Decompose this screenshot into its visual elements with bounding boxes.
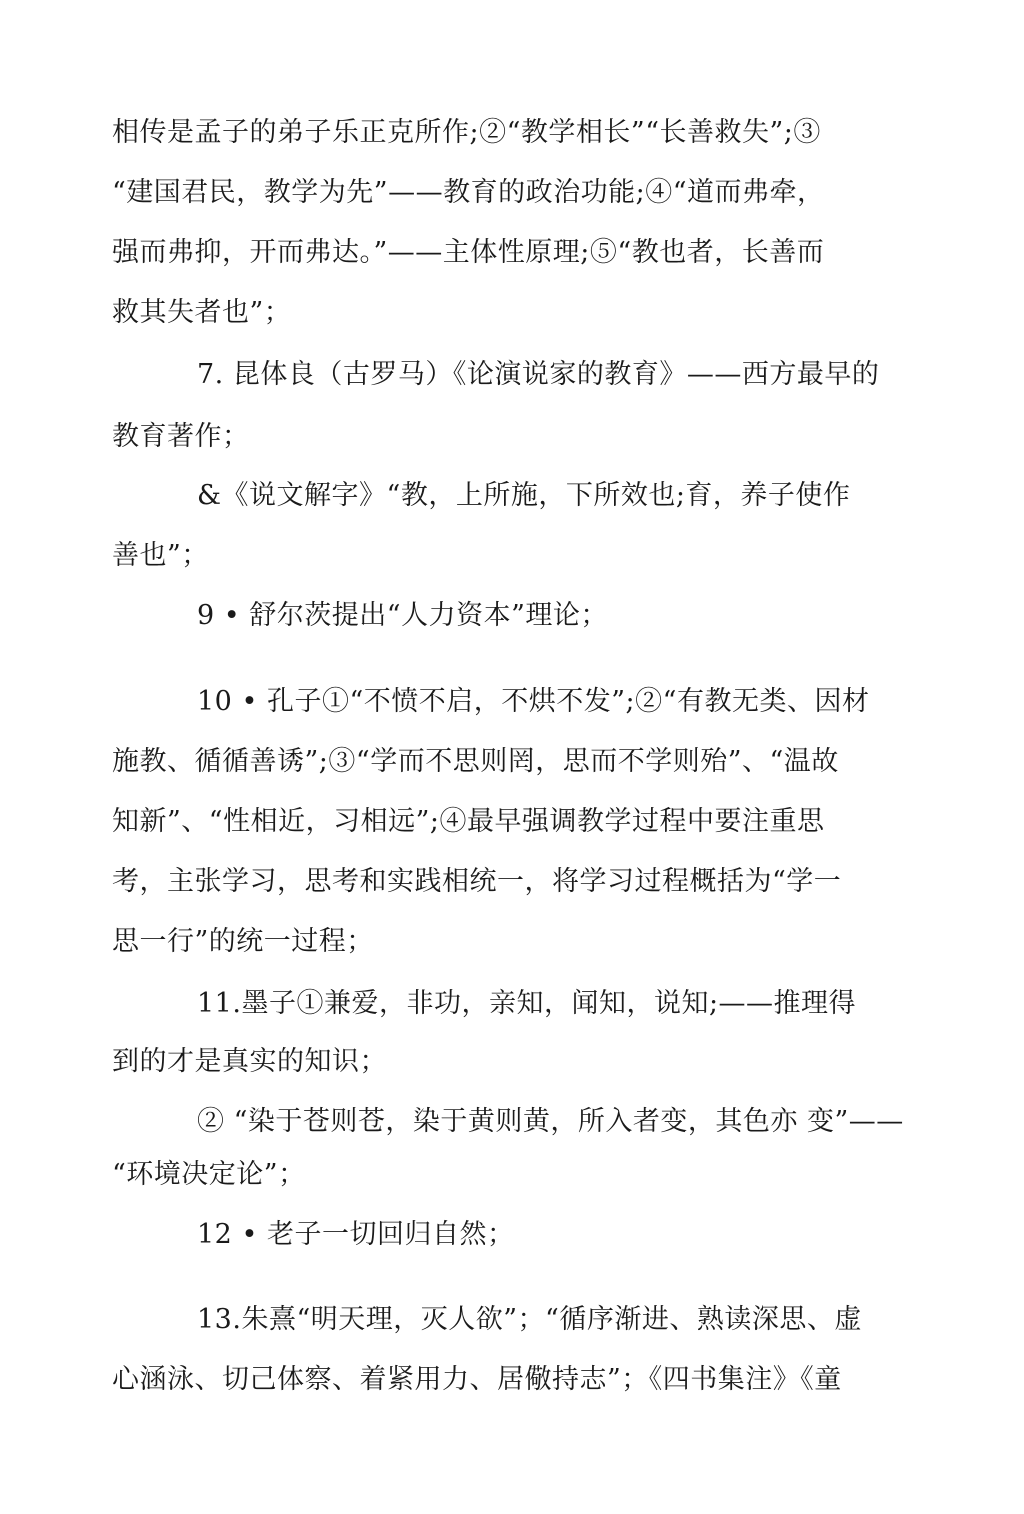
text-line: 知新”、“性相近，习相远”;④最早强调教学过程中要注重思 xyxy=(112,806,825,837)
text-line: 13.朱熹“明天理，灭人欲”；“循序渐进、熟读深思、虚 xyxy=(197,1304,862,1335)
text-line: “环境决定论”； xyxy=(112,1159,306,1190)
text-line: 善也”； xyxy=(112,540,209,571)
text-line: “建国君民，教学为先”——教育的政治功能;④“道而弗牵， xyxy=(112,177,825,208)
text-line: 心涵泳、切己体察、着紧用力、居儆持志”；《四书集注》《童 xyxy=(112,1364,842,1395)
text-line: 11.墨子①兼爱，非功，亲知，闻知，说知;——推理得 xyxy=(197,988,857,1019)
text-line: 相传是孟子的弟子乐正克所作;②“教学相长”“长善救失”;③ xyxy=(112,117,821,148)
text-line: 救其失者也”； xyxy=(112,297,292,328)
text-line: 到的才是真实的知识； xyxy=(112,1046,387,1077)
text-line: 7. 昆体良（古罗马）《论演说家的教育》——西方最早的 xyxy=(197,359,880,390)
text-line: 思一行”的统一过程； xyxy=(112,926,374,957)
text-line: 10 • 孔子①“不愤不启，不烘不发”;②“有教无类、因材 xyxy=(197,686,870,717)
text-line: 12 • 老子一切回归自然； xyxy=(197,1219,515,1250)
text-line: 施教、循循善诱”;③“学而不思则罔，思而不学则殆”、“温故 xyxy=(112,746,839,777)
text-line: &《说文解字》“教，上所施，下所效也;育，养子使作 xyxy=(197,480,851,511)
text-line: 教育著作； xyxy=(112,421,250,452)
text-line: 9 • 舒尔茨提出“人力资本”理论； xyxy=(197,600,608,631)
text-line: 考，主张学习，思考和实践相统一，将学习过程概括为“学一 xyxy=(112,866,842,897)
text-line: ② “染于苍则苍，染于黄则黄，所入者变，其色亦 变”—— xyxy=(197,1106,904,1137)
text-line: 强而弗抑，开而弗达。”——主体性原理;⑤“教也者，长善而 xyxy=(112,237,825,268)
